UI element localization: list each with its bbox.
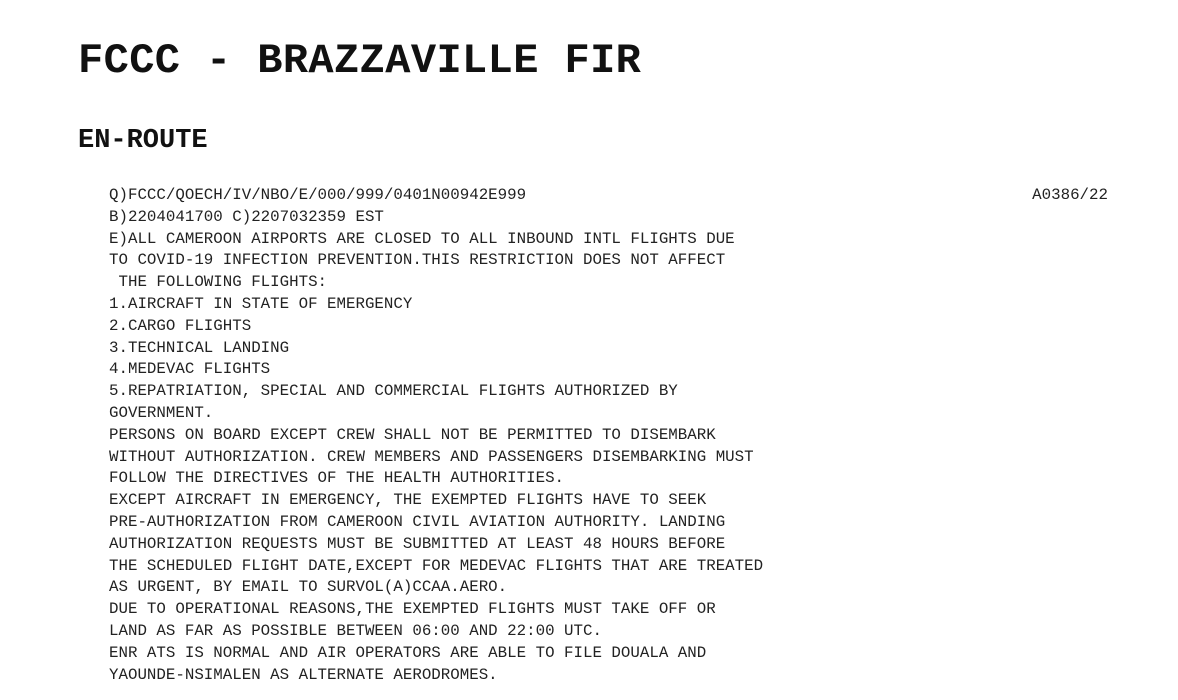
notam-text-line: AS URGENT, BY EMAIL TO SURVOL(A)CCAA.AERO. (109, 578, 508, 597)
notam-text-line: DUE TO OPERATIONAL REASONS,THE EXEMPTED FLIGHTS MUST TAKE OFF OR (109, 600, 716, 619)
notam-list-item: 5.REPATRIATION, SPECIAL AND COMMERCIAL FLIGHTS AUTHORIZED BY (109, 382, 678, 401)
notam-text-line: EXCEPT AIRCRAFT IN EMERGENCY, THE EXEMPTED FLIGHTS HAVE TO SEEK (109, 491, 707, 510)
notam-line-validity: B)2204041700 C)2207032359 EST (109, 207, 384, 226)
notam-text-line: TO COVID-19 INFECTION PREVENTION.THIS RESTRICTION DOES NOT AFFECT (109, 251, 726, 270)
notam-list-item: 3.TECHNICAL LANDING (109, 338, 290, 357)
notam-text-line: PERSONS ON BOARD EXCEPT CREW SHALL NOT BE PERMITTED TO DISEMBARK (109, 425, 716, 444)
notam-text-line: WITHOUT AUTHORIZATION. CREW MEMBERS AND PASSENGERS DISEMBARKING MUST (109, 447, 754, 466)
notam-text-line: THE FOLLOWING FLIGHTS: (109, 273, 328, 292)
notam-text-line: LAND AS FAR AS POSSIBLE BETWEEN 06:00 AND 22:00 UTC. (109, 621, 602, 640)
notam-block (109, 185, 1109, 686)
page-title: FCCC - BRAZZAVILLE FIR (78, 37, 642, 85)
notam-text-line: PRE-AUTHORIZATION FROM CAMEROON CIVIL AVIATION AUTHORITY. LANDING (109, 512, 726, 531)
section-heading: EN-ROUTE (78, 126, 208, 156)
notam-line-q: Q)FCCC/QOECH/IV/NBO/E/000/999/0401N00942E999 (109, 186, 527, 204)
notam-text-line: FOLLOW THE DIRECTIVES OF THE HEALTH AUTHORITIES. (109, 469, 565, 488)
notam-text-line: YAOUNDE-NSIMALEN AS ALTERNATE AERODROMES. (109, 665, 498, 684)
notam-text-line: AUTHORIZATION REQUESTS MUST BE SUBMITTED AT LEAST 48 HOURS BEFORE (109, 534, 726, 553)
notam-list-item: 2.CARGO FLIGHTS (109, 316, 252, 335)
notam-text-line: ENR ATS IS NORMAL AND AIR OPERATORS ARE ABLE TO FILE DOUALA AND (109, 643, 707, 662)
notam-text-line: THE SCHEDULED FLIGHT DATE,EXCEPT FOR MEDEVAC FLIGHTS THAT ARE TREATED (109, 556, 764, 575)
notam-list-item: 4.MEDEVAC FLIGHTS (109, 360, 271, 379)
notam-list-item: 1.AIRCRAFT IN STATE OF EMERGENCY (109, 294, 413, 313)
notam-id: A0386/22 (1032, 186, 1108, 204)
notam-text-line: E)ALL CAMEROON AIRPORTS ARE CLOSED TO ALL INBOUND INTL FLIGHTS DUE (109, 229, 735, 248)
notam-text-line: GOVERNMENT. (109, 403, 214, 422)
